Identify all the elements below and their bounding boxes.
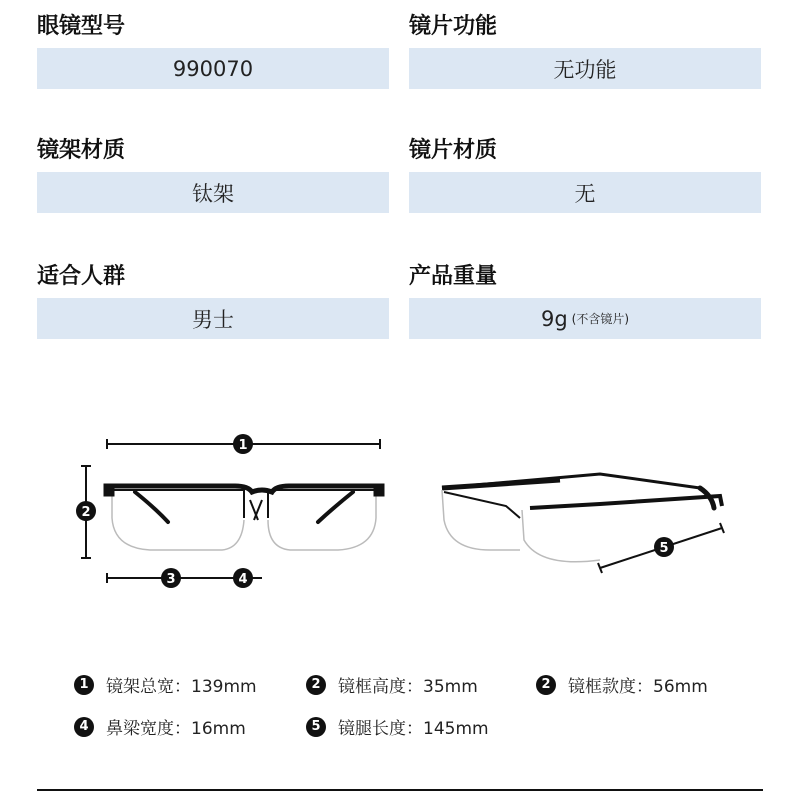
spec-frame-material [37, 136, 389, 213]
spec-weight [409, 262, 761, 339]
legend-number-badge: 4 [74, 717, 94, 737]
legend-text: 镜腿长度：145mm [338, 719, 489, 739]
spec-value: 无 [574, 181, 596, 206]
spec-label: 镜片材质 [409, 138, 498, 163]
spec-value-box [37, 298, 389, 339]
legend-text: 镜架总宽：139mm [106, 677, 257, 697]
marker-5 [654, 537, 674, 557]
bottom-divider [37, 789, 763, 791]
spec-lens-function [409, 12, 761, 89]
marker-3 [161, 568, 181, 588]
spec-value: 钛架 [192, 181, 234, 206]
marker-2-text: 2 [81, 505, 91, 520]
spec-value: 无功能 [553, 57, 617, 82]
legend-text: 镜框款度：56mm [568, 677, 708, 697]
legend-number-badge: 2 [536, 675, 556, 695]
legend-number-badge: 5 [306, 717, 326, 737]
legend-frame-height [306, 672, 478, 697]
legend-bridge-width [74, 714, 246, 739]
spec-model [37, 12, 389, 89]
legend-text: 镜框高度：35mm [338, 677, 478, 697]
marker-1-text: 1 [238, 438, 248, 453]
glasses-front-view [104, 484, 384, 550]
spec-value: 990070 [172, 56, 254, 81]
spec-note: (不含镜片) [571, 312, 630, 326]
spec-value-box [409, 48, 761, 89]
marker-2 [76, 501, 96, 521]
legend-number-badge: 1 [74, 675, 94, 695]
marker-3-text: 3 [166, 572, 176, 587]
spec-audience [37, 262, 389, 339]
spec-value-box [409, 172, 761, 213]
spec-value: 男士 [192, 307, 234, 332]
glasses-side-view [442, 474, 722, 562]
spec-value-box [37, 172, 389, 213]
legend-total-width [74, 672, 257, 697]
legend-frame-width [536, 672, 708, 697]
spec-lens-material [409, 136, 761, 213]
marker-5-text: 5 [659, 541, 669, 556]
spec-value-box [37, 48, 389, 89]
spec-value: 9g [540, 306, 568, 331]
marker-4 [233, 568, 253, 588]
marker-4-text: 4 [238, 572, 248, 587]
spec-label: 适合人群 [37, 264, 126, 289]
glasses-diagram [0, 400, 800, 610]
spec-label: 镜架材质 [37, 138, 126, 163]
spec-label: 产品重量 [409, 264, 498, 289]
spec-label: 镜片功能 [409, 14, 498, 39]
marker-1 [233, 434, 253, 454]
spec-value-box [409, 298, 761, 339]
legend-number-badge: 2 [306, 675, 326, 695]
legend-text: 鼻梁宽度：16mm [106, 719, 246, 739]
legend-temple-length [306, 714, 489, 739]
spec-label: 眼镜型号 [37, 14, 126, 39]
